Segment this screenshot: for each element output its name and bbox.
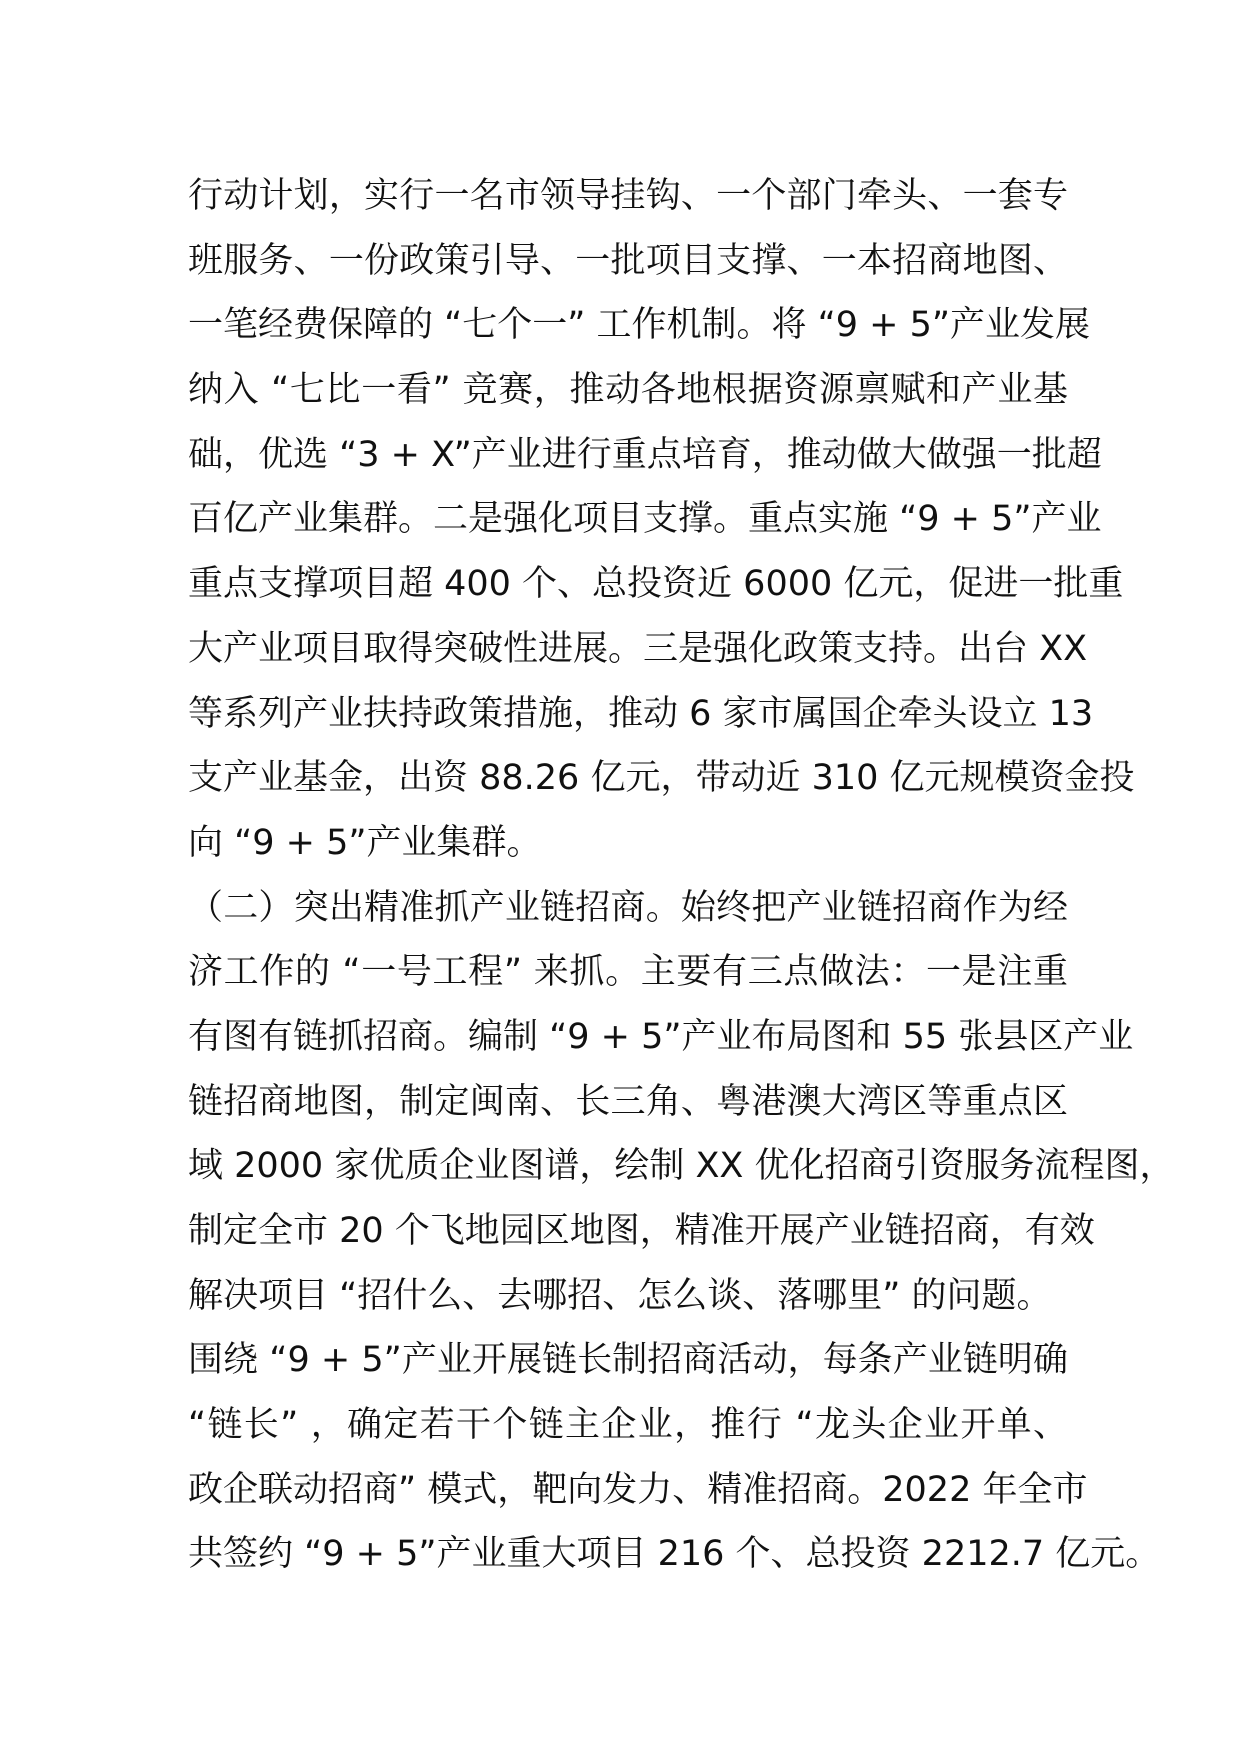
text-line: 础，优选 “3 + X”产业进行重点培育，推动做大做强一批超 <box>188 434 1102 475</box>
text-line: 共签约 “9 + 5”产业重大项目 216 个、总投资 2212.7 亿元。 <box>188 1534 1161 1575</box>
text-line: 向 “9 + 5”产业集群。 <box>188 822 542 863</box>
text-line: 有图有链抓招商。编制 “9 + 5”产业布局图和 55 张县区产业 <box>188 1016 1134 1057</box>
text-line: 解决项目 “招什么、去哪招、怎么谈、落哪里” 的问题。 <box>188 1275 1052 1316</box>
text-line: 重点支撑项目超 400 个、总投资近 6000 亿元，促进一批重 <box>188 564 1124 605</box>
text-line: 围绕 “9 + 5”产业开展链长制招商活动，每条产业链明确 <box>188 1340 1068 1381</box>
text-line: 等系列产业扶持政策措施，推动 6 家市属国企牵头设立 13 <box>188 693 1094 734</box>
text-line: 班服务、一份政策引导、一批项目支撑、一本招商地图、 <box>188 240 1068 281</box>
text-line: “链长” ，确定若干个链主企业，推行 “龙头企业开单、 <box>188 1405 1068 1446</box>
text-line: 政企联动招商” 模式，靶向发力、精准招商。2022 年全市 <box>188 1469 1088 1510</box>
text-line: 行动计划，实行一名市领导挂钩、一个部门牵头、一套专 <box>188 176 1068 216</box>
text-line: 济工作的 “一号工程” 来抓。主要有三点做法：一是注重 <box>188 952 1068 993</box>
text-line: 百亿产业集群。二是强化项目支撑。重点实施 “9 + 5”产业 <box>188 499 1102 540</box>
text-line: 制定全市 20 个飞地园区地图，精准开展产业链招商，有效 <box>188 1211 1095 1251</box>
text-line: 链招商地图，制定闽南、长三角、粤港澳大湾区等重点区 <box>188 1081 1068 1122</box>
text-line: 大产业项目取得突破性进展。三是强化政策支持。出台 XX <box>188 628 1088 669</box>
text-line: 纳入 “七比一看” 竞赛，推动各地根据资源禀赋和产业基 <box>188 370 1068 411</box>
text-line: 支产业基金，出资 88.26 亿元，带动近 310 亿元规模资金投 <box>188 758 1135 799</box>
text-line: 域 2000 家优质企业图谱，绘制 XX 优化招商引资服务流程图， <box>188 1146 1175 1187</box>
body-text <box>188 164 1175 1587</box>
text-line: 一笔经费保障的 “七个一” 工作机制。将 “9 + 5”产业发展 <box>188 305 1091 346</box>
section-heading-line: （二）突出精准抓产业链招商。始终把产业链招商作为经 <box>188 887 1068 928</box>
